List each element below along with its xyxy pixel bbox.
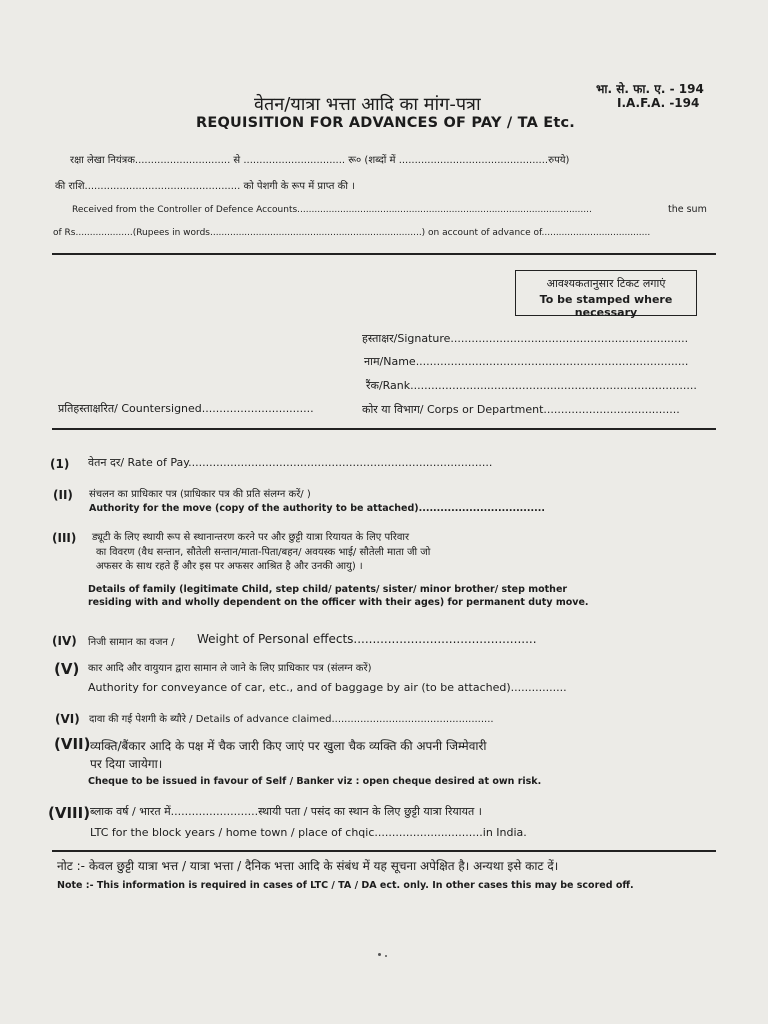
item-4-english: Weight of Personal effects................................................ [197, 632, 537, 646]
item-3-number: (III) [52, 531, 77, 545]
receipt-hindi-line2: की राशि................................................. को पेशगी के रूप में प्राप्त की । [55, 181, 355, 192]
note-hindi: नोट :- केवल छुट्टी यात्रा भत्त / यात्रा भत्ता / दैनिक भत्ता आदि के संबंध में यह सूचना अपेक्षित है। अन्यथा इसे काट दें। [57, 859, 559, 873]
divider-top [52, 253, 716, 255]
receipt-hindi-line1: रक्षा लेखा नियंत्रक.............................. से ................................ रू० (शब्दों में ...............................................रुपये) [70, 155, 570, 166]
stamp-box [515, 270, 697, 319]
stamp-hindi: आवश्यकतानुसार टिकट लगाएं [546, 277, 666, 290]
corps-field: कोर या विभाग/ Corps or Department....................................... [362, 403, 680, 416]
receipt-english-the-sum: the sum [668, 204, 707, 215]
item-5-number: (V) [54, 660, 80, 678]
item-5-english: Authority for conveyance of car, etc., and of baggage by air (to be attached)................ [88, 681, 567, 694]
form-ref-hindi: भा. से. फा. ए. - 194 [596, 82, 704, 96]
item-3-hindi-line2: का विवरण (वैध सन्तान, सौतेली सन्तान/माता-पिता/बहन/ अवयस्क भाई/ सौतेली माता जी जो [96, 547, 431, 558]
receipt-english-line2: of Rs....................(Rupees in words..........................................................................) on account of advance of...................................... [53, 228, 651, 238]
stamp-english: To be stamped where necessary [539, 293, 673, 319]
title-english: REQUISITION FOR ADVANCES OF PAY / TA Etc. [196, 115, 576, 131]
item-2-hindi: संचलन का प्राधिकार पत्र (प्राधिकार पत्र की प्रति संलग्न करें/ ) [89, 489, 311, 500]
item-2-english: Authority for the move (copy of the authority to be attached)................................... [89, 503, 545, 514]
item-7-hindi-line1: व्यक्ति/बैंकार आदि के पक्ष में चैक जारी किए जाएं पर खुला चैक व्यक्ति की अपनी जिम्मेवारी [90, 739, 487, 753]
item-8-english: LTC for the block years / home town / place of chqic...............................in India. [90, 826, 527, 839]
item-2-number: (II) [53, 488, 73, 502]
item-6-number: (VI) [55, 712, 80, 726]
item-3-english-line1: Details of family (legitimate Child, step child/ patents/ sister/ minor brother/ step mother [88, 584, 568, 595]
rank-field: रैंक/Rank.................................................................................. [366, 379, 697, 392]
receipt-english-line1: Received from the Controller of Defence Accounts....................................................................................................... [72, 205, 592, 215]
item-4-number: (IV) [52, 634, 77, 648]
item-8-number: (VIII) [48, 804, 91, 822]
divider-middle [52, 428, 716, 430]
item-3-hindi-line3: अफसर के साथ रहते हैं और इस पर अफसर आश्रित है और उनकी आयु) । [96, 561, 363, 572]
signature-field: हस्ताक्षर/Signature.................................................................... [362, 332, 689, 345]
title-hindi: वेतन/यात्रा भत्ता आदि का मांग-पत्रा [254, 94, 481, 115]
item-7-hindi-line2: पर दिया जायेगा। [90, 757, 163, 771]
item-3-english-line2: residing with and wholly dependent on the officer with their ages) for permanent duty move. [88, 597, 589, 608]
divider-bottom [52, 850, 716, 852]
form-ref-english: I.A.F.A. -194 [617, 96, 700, 110]
item-1-number: (1) [50, 457, 70, 471]
scan-speck [378, 953, 381, 956]
note-english: Note :- This information is required in cases of LTC / TA / DA ect. only. In other cases this may be scored off. [57, 880, 634, 891]
item-7-english: Cheque to be issued in favour of Self / Banker viz : open cheque desired at own risk. [88, 776, 542, 787]
name-field: नाम/Name.............................................................................. [364, 355, 689, 368]
item-5-hindi: कार आदि और वायुयान द्वारा सामान ले जाने के लिए प्राधिकार पत्र (संलग्न करें) [88, 663, 372, 674]
countersigned-field: प्रतिहस्ताक्षरित/ Countersigned................................ [58, 402, 314, 415]
item-1-text: वेतन दर/ Rate of Pay....................................................................................... [88, 456, 493, 469]
item-7-number: (VII) [54, 735, 91, 753]
item-3-hindi-line1: ड्यूटी के लिए स्थायी रूप से स्थानान्तरण करने पर और छुट्टी यात्रा रियायत के लिए परिवार [92, 532, 410, 543]
item-6-text: दावा की गई पेशगी के ब्यौरे / Details of advance claimed................................................... [89, 714, 494, 725]
scan-speck [385, 955, 387, 957]
item-4-hindi: निजी सामान का वजन / [88, 637, 175, 648]
item-8-hindi: ब्लाक वर्ष / भारत में.........................स्थायी पता / पसंद का स्थान के लिए छुट्टी यात्रा रियायत । [90, 805, 482, 818]
